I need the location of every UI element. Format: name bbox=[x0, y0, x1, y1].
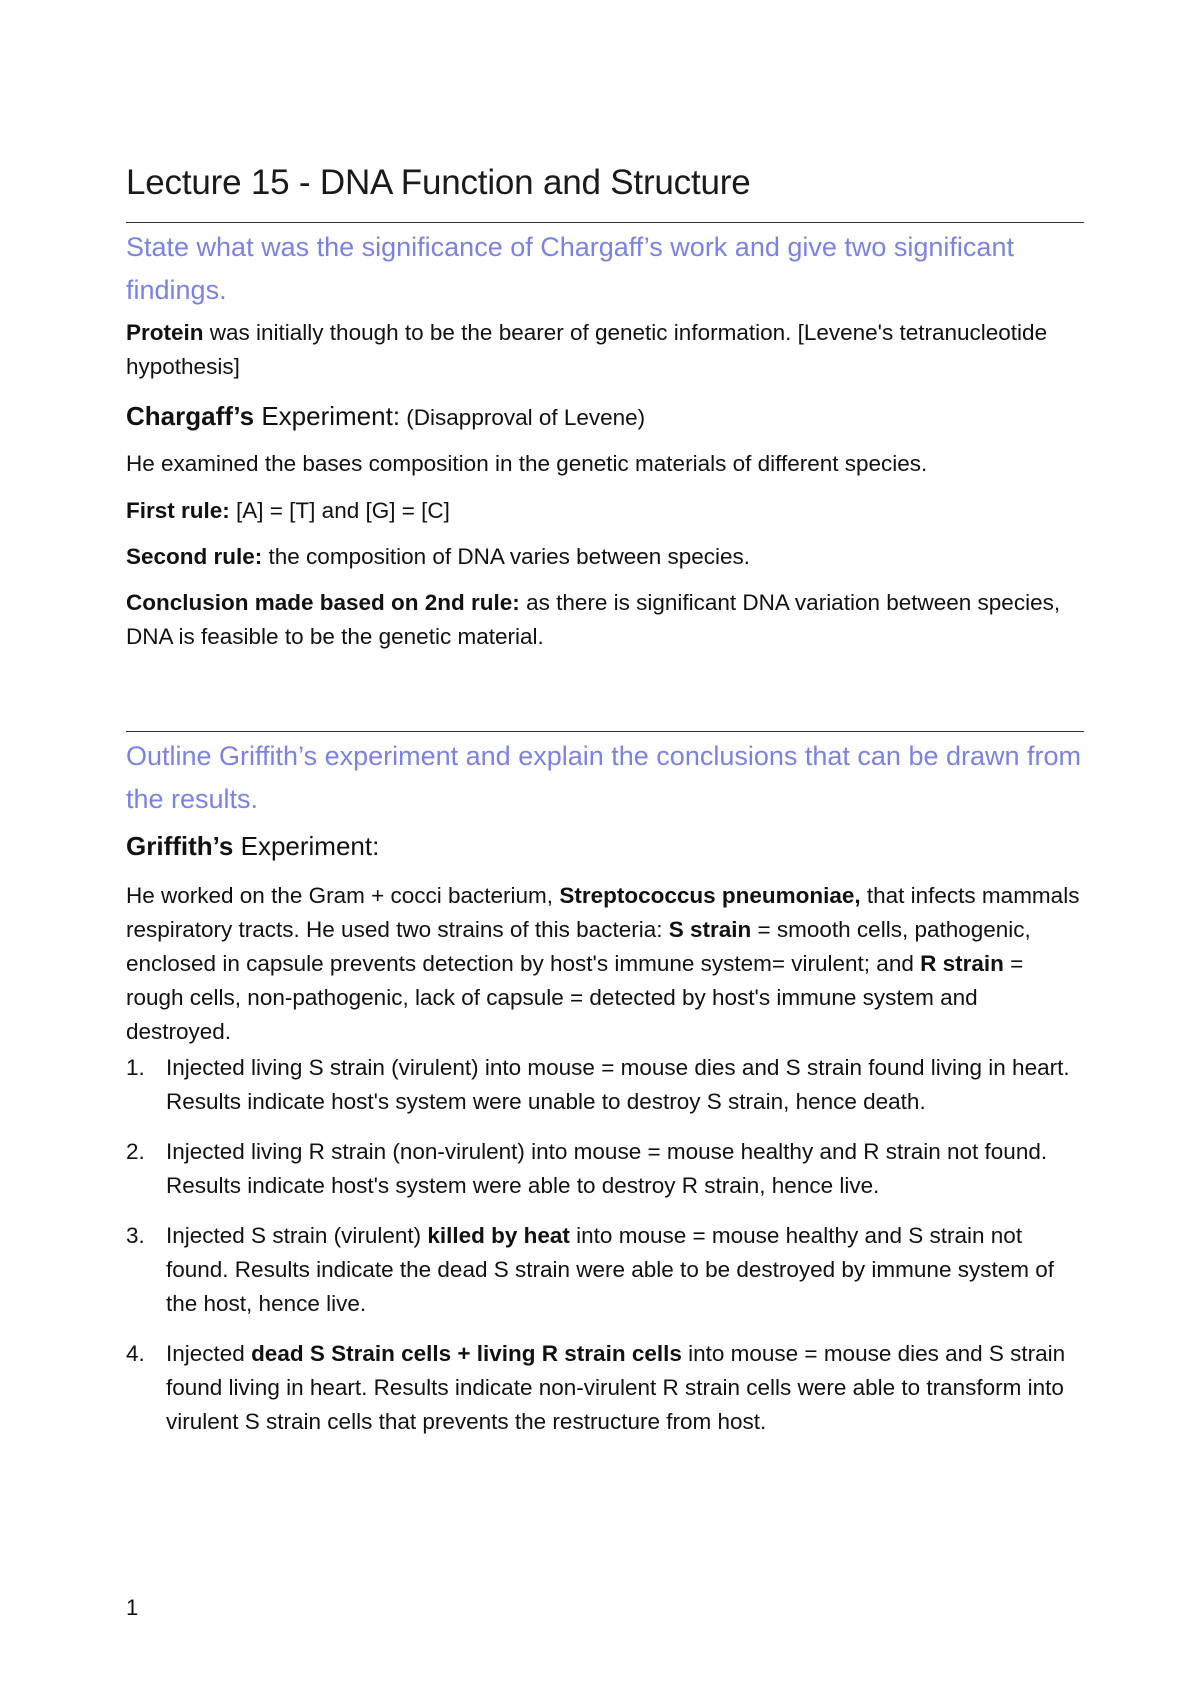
chargaff-heading-bold: Chargaff’s bbox=[126, 401, 255, 431]
griffith-text-1: He worked on the Gram + cocci bacterium, bbox=[126, 883, 560, 908]
griffith-text-4: = rough cells, non-pathogenic, lack of capsule = detected by host's immune system and destroyed. bbox=[126, 951, 1024, 1044]
list-item bbox=[126, 1051, 1084, 1119]
griffith-text-3: = smooth cells, pathogenic, enclosed in capsule prevents detection by host's immune system= virulent; and bbox=[126, 917, 1031, 976]
list-item-text-pre: Injected bbox=[166, 1341, 252, 1366]
protein-paragraph bbox=[126, 316, 1084, 384]
conclusion-label: Conclusion made based on 2nd rule: bbox=[126, 590, 520, 615]
section-divider bbox=[126, 731, 1084, 732]
list-item bbox=[126, 1135, 1084, 1203]
r-strain-label: R strain bbox=[920, 951, 1004, 976]
list-item-number: 1. bbox=[126, 1055, 145, 1080]
list-item-text-post: into mouse = mouse healthy and S strain not found. Results indicate the dead S strain were able to be destroyed by immune system of the host, hence live. bbox=[166, 1223, 1054, 1316]
griffith-heading-text: Experiment: bbox=[233, 831, 380, 861]
first-rule-label: First rule: bbox=[126, 498, 230, 523]
griffith-heading-bold: Griffith’s bbox=[126, 831, 234, 861]
list-item-text-pre: Injected S strain (virulent) bbox=[166, 1223, 428, 1248]
conclusion-paragraph bbox=[126, 586, 1084, 654]
page-number: 1 bbox=[126, 1595, 139, 1620]
second-rule bbox=[126, 540, 1084, 574]
page-title: Lecture 15 - DNA Function and Structure bbox=[126, 163, 751, 202]
protein-text: was initially though to be the bearer of genetic information. [Levene's tetranucleotide hypothesis] bbox=[126, 320, 1048, 379]
s-strain-label: S strain bbox=[668, 917, 752, 942]
list-item bbox=[126, 1219, 1084, 1321]
list-item-bold: killed by heat bbox=[427, 1223, 570, 1248]
document-page bbox=[126, 0, 1084, 1698]
experiment-list bbox=[126, 1051, 1084, 1455]
conclusion-text: as there is significant DNA variation between species, DNA is feasible to be the genetic material. bbox=[126, 590, 1061, 649]
list-item-text: Injected living R strain (non-virulent) into mouse = mouse healthy and R strain not found. Results indicate host's system were able to destroy R strain, hence live. bbox=[166, 1139, 1048, 1198]
examined-paragraph: He examined the bases composition in the genetic materials of different species. bbox=[126, 451, 928, 476]
list-item-number: 4. bbox=[126, 1341, 145, 1366]
chargaff-heading-note: (Disapproval of Levene) bbox=[400, 405, 646, 430]
protein-label: Protein bbox=[126, 320, 204, 345]
section-divider bbox=[126, 222, 1084, 223]
griffith-paragraph bbox=[126, 879, 1084, 1049]
question-griffith: Outline Griffith’s experiment and explain the conclusions that can be drawn from the results. bbox=[126, 741, 1082, 814]
list-item-text-post: into mouse = mouse dies and S strain found living in heart. Results indicate non-virulent R strain cells were able to transform into virulent S strain cells that prevents the restructure from host. bbox=[166, 1341, 1066, 1434]
list-item-number: 2. bbox=[126, 1139, 145, 1164]
list-item-bold: dead S Strain cells + living R strain cells bbox=[251, 1341, 682, 1366]
chargaff-heading-text: Experiment: bbox=[254, 401, 401, 431]
chargaff-experiment-heading bbox=[126, 399, 645, 435]
list-item bbox=[126, 1337, 1084, 1439]
first-rule bbox=[126, 494, 1084, 528]
griffith-text-2: that infects mammals respiratory tracts. He used two strains of this bacteria: bbox=[126, 883, 1080, 942]
griffith-experiment-heading bbox=[126, 829, 379, 863]
second-rule-label: Second rule: bbox=[126, 544, 263, 569]
second-rule-text: the composition of DNA varies between species. bbox=[262, 544, 751, 569]
first-rule-text: [A] = [T] and [G] = [C] bbox=[229, 498, 450, 523]
list-item-text: Injected living S strain (virulent) into mouse = mouse dies and S strain found living in heart. Results indicate host's system were unable to destroy S strain, hence death. bbox=[166, 1055, 1070, 1114]
list-item-number: 3. bbox=[126, 1223, 145, 1248]
question-chargaff: State what was the significance of Chargaff’s work and give two significant findings. bbox=[126, 232, 1014, 305]
species-name: Streptococcus pneumoniae, bbox=[559, 883, 861, 908]
